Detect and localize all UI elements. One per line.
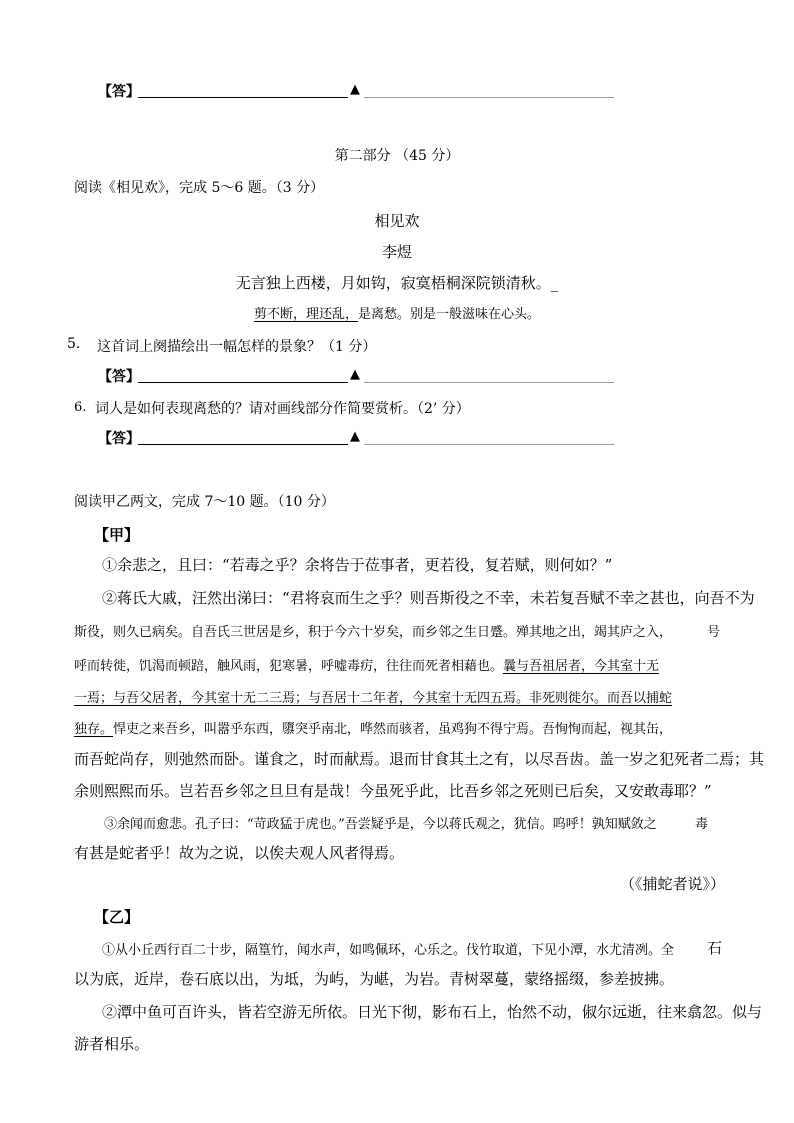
jia-para-2-line-7: 余则熙熙而乐。岂若吾乡邻之旦旦有是哉！今虽死乎此，比吾乡邻之死则已后矣，又安敢毒耶？” <box>74 782 712 800</box>
yi-heading: 【乙】 <box>94 908 140 926</box>
triangle-icon: ▲ <box>350 367 360 382</box>
answer-rule <box>364 97 614 98</box>
answer-line-prev <box>98 81 618 101</box>
jia-line-5-underlined: 独存。 <box>74 722 114 737</box>
answer-line-q6 <box>98 428 618 448</box>
yi-para-1-line-1-end: 石 <box>707 939 723 957</box>
jia-para-3-line-1: ③余闻而愈悲。孔子曰：“苛政猛于虎也。”吾尝疑乎是，今以蒋氏观之，犹信。呜呼！孰知赋敛之 <box>104 817 657 832</box>
jia-para-2-line-4: 一焉；与吾父居者，今其室十无二三焉；与吾居十二年者，今其室十无四五焉。非死则徙尔。而吾以捕蛇 <box>74 691 673 706</box>
question-6-number: 6. <box>74 400 87 415</box>
poem-instruction: 阅读《相见欢》，完成 5～6 题。（3 分） <box>74 180 325 196</box>
jia-para-3-line-1-end: 毒 <box>695 817 709 832</box>
answer-blank[interactable] <box>138 382 348 383</box>
jia-para-2-line-3 <box>74 655 659 674</box>
jia-para-2-line-5 <box>74 718 672 737</box>
answer-blank[interactable] <box>138 97 348 98</box>
question-6-text: 词人是如何表现离愁的？请对画线部分作简要赏析。（2’ 分） <box>95 401 470 417</box>
answer-line-q5 <box>98 366 618 386</box>
jia-line-5-plain: 悍吏之来吾乡，叫嚣乎东西，隳突乎南北，哗然而骇者，虽鸡狗不得宁焉。吾恂恂而起，视其缶， <box>113 722 673 737</box>
answer-label: 【答】 <box>98 84 140 100</box>
triangle-icon: ▲ <box>350 82 360 97</box>
yi-para-2-line-2: 游者相乐。 <box>74 1035 150 1053</box>
question-5-text: 这首词上阕描绘出一幅怎样的景象？（1 分） <box>97 339 377 355</box>
poem-line-2-underlined: 剪不断，理还乱， <box>253 307 358 322</box>
answer-rule <box>364 382 614 383</box>
prose-instruction: 阅读甲乙两文，完成 7～10 题。（10 分） <box>74 494 335 510</box>
answer-rule <box>364 444 614 445</box>
jia-heading: 【甲】 <box>94 526 140 544</box>
poem-line-2 <box>0 303 794 322</box>
jia-line-3-plain: 呼而转徙，饥渴而顿踣，触风雨，犯寒暑，呼嘘毒疠，往往而死者相藉也。 <box>74 659 504 674</box>
jia-para-1: ①余悲之，且曰：“若毒之乎？余将告于莅事者，更若役，复若赋，则何如？” <box>102 556 613 574</box>
jia-para-3-line-2: 有甚是蛇者乎！故为之说，以俟夫观人风者得焉。 <box>74 844 405 862</box>
yi-para-1-line-1: ①从小丘西行百二十步，隔篁竹，闻水声，如鸣佩环，心乐之。伐竹取道，下见小潭，水尤清冽。全 <box>102 943 675 958</box>
jia-para-2-line-2-end: 号 <box>707 625 721 640</box>
jia-para-2-line-2: 斯役，则久已病矣。自吾氏三世居是乡，积于今六十岁矣，而乡邻之生日蹙。殚其地之出，竭其庐之入， <box>74 625 673 640</box>
answer-blank[interactable] <box>138 444 348 445</box>
triangle-icon: ▲ <box>350 429 360 444</box>
answer-label: 【答】 <box>98 431 140 447</box>
jia-line-3-underlined: 曩与吾祖居者，今其室十无 <box>503 659 660 674</box>
part2-heading: 第二部分 （45 分） <box>334 148 460 164</box>
poem-line-1: 无言独上西楼，月如钩，寂寞梧桐深院锁清秋。_ <box>235 274 559 292</box>
poem-line-2-rest: 是离愁。别是一般滋味在心头。 <box>358 307 541 322</box>
answer-label: 【答】 <box>98 369 140 385</box>
yi-para-1-line-2: 以为底，近岸，卷石底以出，为坻，为屿，为嵁，为岩。青树翠蔓，蒙络摇缀，参差披拂。 <box>74 970 675 988</box>
poem-author: 李煜 <box>381 243 412 261</box>
jia-para-2-line-6: 而吾蛇尚存，则弛然而卧。谨食之，时而献焉。退而甘食其土之有，以尽吾齿。盖一岁之犯死者二焉；其 <box>74 750 765 768</box>
poem-title: 相见欢 <box>374 212 420 230</box>
jia-para-2-line-1: ②蒋氏大戚，汪然出涕曰：“君将哀而生之乎？则吾斯役之不幸，未若复吾赋不幸之甚也，向吾不为 <box>102 589 755 607</box>
jia-source: （《捕蛇者说》） <box>620 875 726 893</box>
question-5-number: 5. <box>67 336 81 352</box>
yi-para-2-line-1: ②潭中鱼可百许头，皆若空游无所依。日光下彻，影布石上，怡然不动，俶尔远逝，往来翕忽。似与 <box>102 1003 763 1021</box>
